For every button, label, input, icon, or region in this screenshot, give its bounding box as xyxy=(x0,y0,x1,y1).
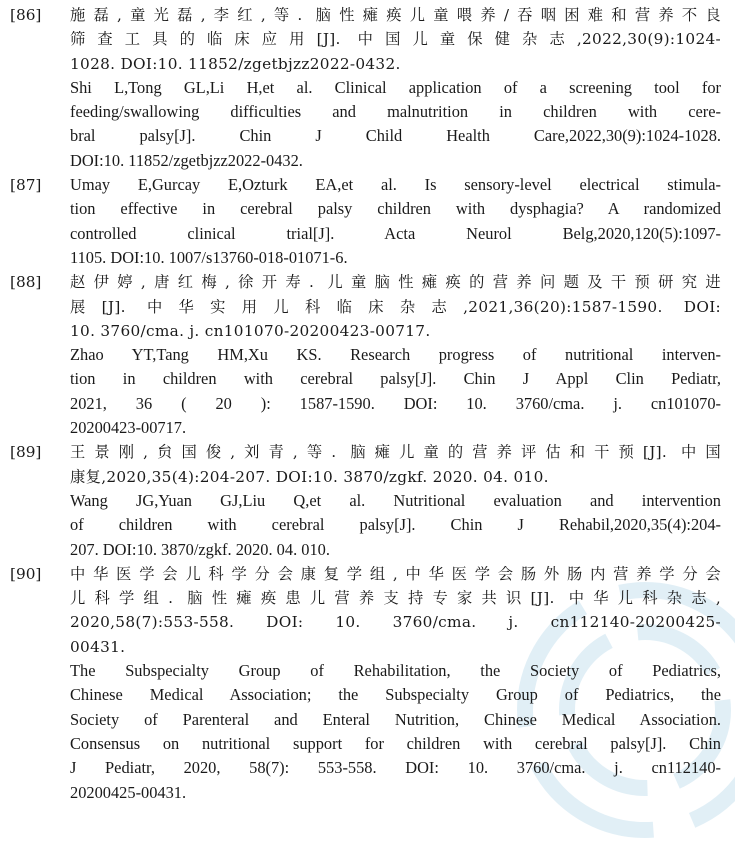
citation-line: Wang JG,Yuan GJ,Liu Q,et al. Nutritional evaluation and intervention xyxy=(70,490,721,510)
reference-entry xyxy=(10,270,721,440)
citation-line: Consensus on nutritional support for children with cerebral palsy[J]. Chin xyxy=(70,733,721,753)
citation-english xyxy=(70,343,721,440)
citation-line: bral palsy[J]. Chin J Child Health Care,2022,30(9):1024-1028. xyxy=(70,126,721,146)
citation-line: 207. DOI:10. 3870/zgkf. 2020. 04. 010. xyxy=(70,539,330,559)
reference-body xyxy=(70,173,721,270)
citation-line: 施磊,童光磊,李红,等. 脑性瘫痪儿童喂养/吞咽困难和营养不良 xyxy=(70,6,721,24)
citation-line: The Subspecialty Group of Rehabilitation, the Society of Pediatrics, xyxy=(70,661,721,681)
reference-entry xyxy=(10,440,721,561)
citation-line: 筛查工具的临床应用[J]. 中国儿童保健杂志,2022,30(9):1024- xyxy=(70,30,721,49)
reference-number: [89] xyxy=(10,443,42,462)
reference-number: [90] xyxy=(10,564,42,583)
citation-line: 2020,58(7):553-558. DOI: 10. 3760/cma. j. cn112140-20200425- xyxy=(70,613,721,632)
citation-line: 展[J]. 中华实用儿科临床杂志,2021,36(20):1587-1590. DOI: xyxy=(70,297,721,316)
citation-chinese xyxy=(70,562,721,659)
reference-entry xyxy=(10,3,721,173)
reference-entry xyxy=(10,562,721,805)
reference-body xyxy=(70,3,721,173)
citation-line: 赵伊婷,唐红梅,徐开寿. 儿童脑性瘫痪的营养问题及干预研究进 xyxy=(70,273,721,292)
reference-number: [88] xyxy=(10,273,42,292)
citation-line: 中华医学会儿科学分会康复学组,中华医学会肠外肠内营养学分会 xyxy=(70,564,721,583)
citation-line: Umay E,Gurcay E,Ozturk EA,et al. Is sensory-level electrical stimula- xyxy=(70,175,721,195)
citation-english xyxy=(70,489,721,562)
citation-english xyxy=(70,173,721,270)
citation-english xyxy=(70,659,721,805)
citation-line: Society of Parenteral and Enteral Nutrition, Chinese Medical Association. xyxy=(70,709,721,729)
reference-entry xyxy=(10,173,721,270)
citation-line: feeding/swallowing difficulties and malnutrition in children with cere- xyxy=(70,102,721,122)
citation-line: controlled clinical trial[J]. Acta Neurol Belg,2020,120(5):1097- xyxy=(70,223,721,243)
citation-line: J Pediatr, 2020, 58(7): 553-558. DOI: 10. 3760/cma. j. cn112140- xyxy=(70,758,721,778)
citation-line: 00431. xyxy=(70,637,126,656)
reference-body xyxy=(70,440,721,561)
citation-line: 儿科学组. 脑性瘫痪患儿营养支持专家共识[J]. 中华儿科杂志, xyxy=(70,589,721,608)
citation-line: 20200425-00431. xyxy=(70,782,187,802)
citation-line: 10. 3760/cma. j. cn101070-20200423-00717. xyxy=(70,321,431,340)
citation-line: 1028. DOI:10. 11852/zgetbjzz2022-0432. xyxy=(70,54,401,73)
reference-body xyxy=(70,562,721,805)
reference-number: [87] xyxy=(10,176,42,195)
citation-line: 20200423-00717. xyxy=(70,418,187,438)
citation-line: 王景刚,贠国俊,刘青,等. 脑瘫儿童的营养评估和干预[J]. 中国 xyxy=(70,443,721,462)
citation-line: tion in children with cerebral palsy[J]. Chin J Appl Clin Pediatr, xyxy=(70,369,721,389)
citation-english xyxy=(70,76,721,173)
citation-line: Zhao YT,Tang HM,Xu KS. Research progress of nutritional interven- xyxy=(70,345,721,365)
citation-line: 康复,2020,35(4):204-207. DOI:10. 3870/zgkf. 2020. 04. 010. xyxy=(70,467,549,486)
citation-line: tion effective in cerebral palsy children with dysphagia? A randomized xyxy=(70,199,721,219)
citation-line: 2021, 36 ( 20 ): 1587-1590. DOI: 10. 3760/cma. j. cn101070- xyxy=(70,393,721,413)
reference-number: [86] xyxy=(10,6,42,24)
citation-chinese xyxy=(70,270,721,343)
citation-line: Shi L,Tong GL,Li H,et al. Clinical application of a screening tool for xyxy=(70,77,721,97)
citation-line: 1105. DOI:10. 1007/s13760-018-01071-6. xyxy=(70,247,348,267)
citation-line: DOI:10. 11852/zgetbjzz2022-0432. xyxy=(70,150,303,170)
citation-chinese xyxy=(70,440,721,489)
citation-line: of children with cerebral palsy[J]. Chin J Rehabil,2020,35(4):204- xyxy=(70,515,721,535)
reference-body xyxy=(70,270,721,440)
citation-chinese xyxy=(70,3,721,76)
citation-line: Chinese Medical Association; the Subspecialty Group of Pediatrics, the xyxy=(70,685,721,705)
